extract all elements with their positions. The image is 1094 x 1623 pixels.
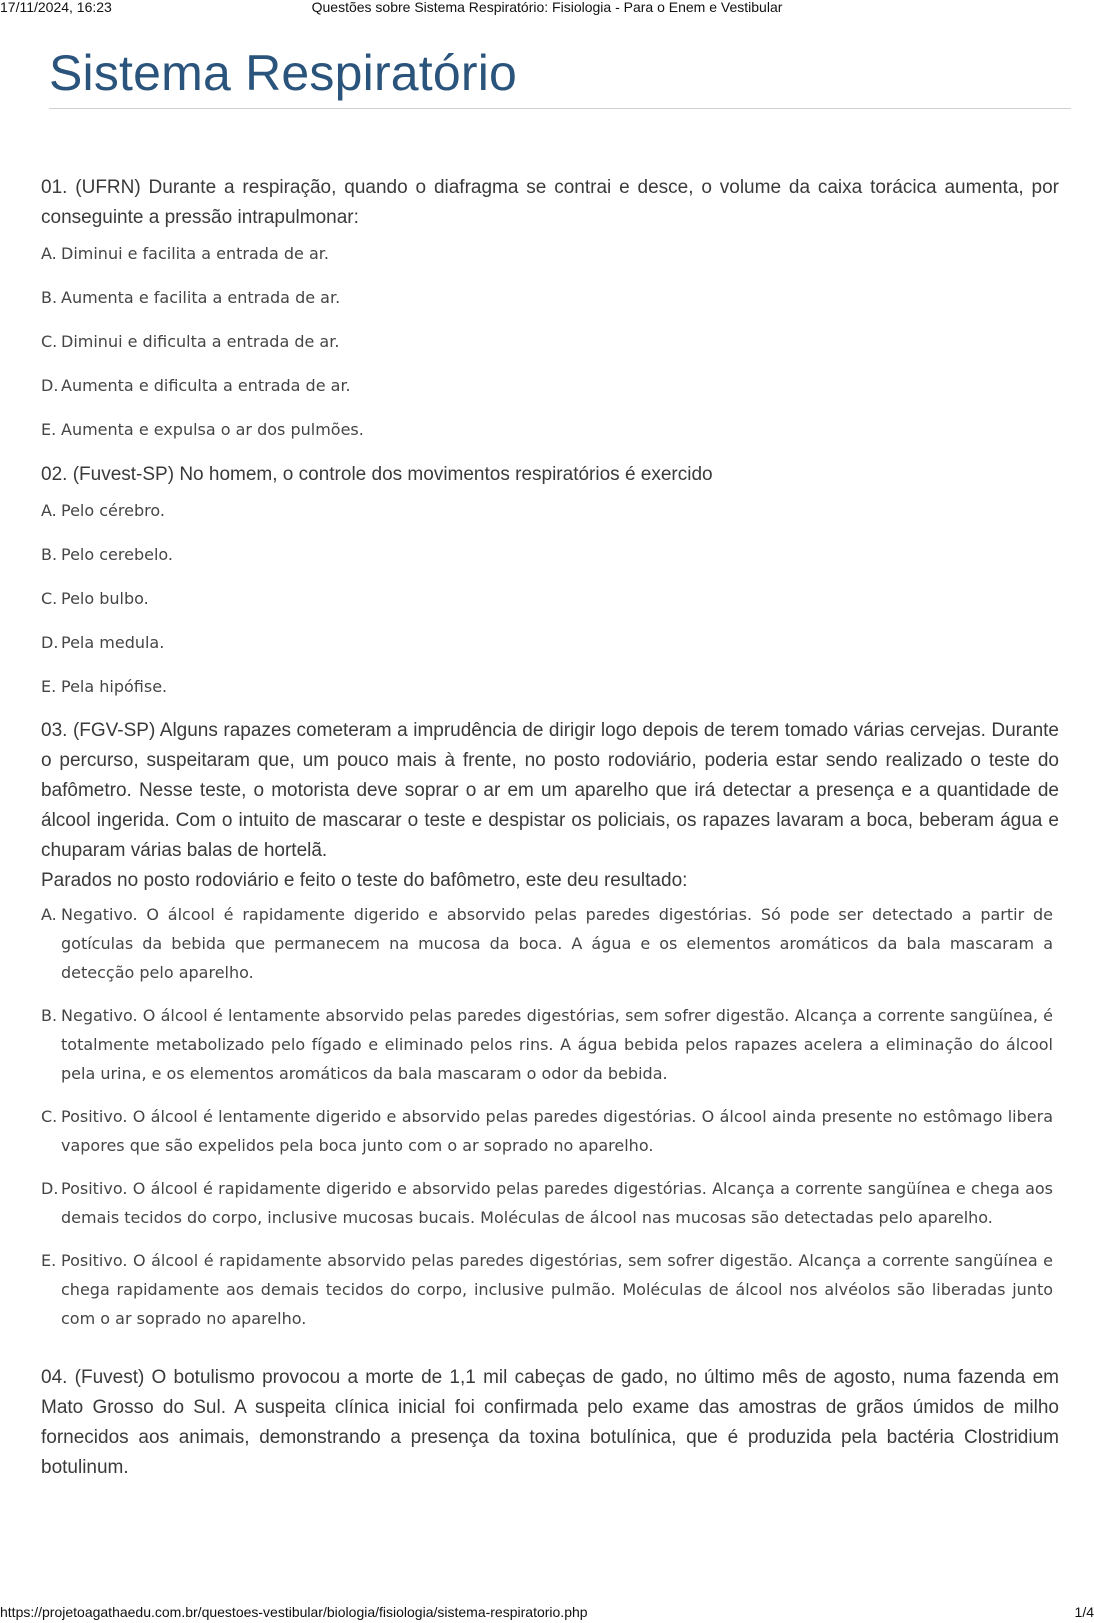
- option-b[interactable]: [41, 283, 1059, 312]
- option-text: Diminui e dificulta a entrada de ar.: [61, 332, 340, 351]
- option-text: Aumenta e expulsa o ar dos pulmões.: [61, 420, 364, 439]
- title-divider: [49, 108, 1071, 109]
- option-text: Negativo. O álcool é rapidamente digerido e absorvido pelas paredes digestórias. Só pode ser detectado a partir de gotículas da bebida que permanecem na mucosa da boca. A água e os elementos aromáticos da bala mascaram a detecção pelo aparelho.: [61, 905, 1053, 982]
- option-c[interactable]: [41, 327, 1059, 356]
- option-text: Positivo. O álcool é rapidamente absorvido pelas paredes digestórias, sem sofrer digestão. Alcança a corrente sangüínea e chega rapidamente aos demais tecidos do corpo, inclusive pulmão. Moléculas de álcool nos alvéolos são liberadas junto com o ar soprado no aparelho.: [61, 1251, 1053, 1328]
- print-datetime: 17/11/2024, 16:23: [0, 0, 112, 15]
- option-a[interactable]: [41, 900, 1059, 987]
- option-text: Positivo. O álcool é rapidamente digerido e absorvido pelas paredes digestórias. Alcança a corrente sangüínea e chega aos demais tecidos do corpo, inclusive mucosas bucais. Moléculas de álcool nas mucosas são detectadas pelo aparelho.: [61, 1179, 1053, 1227]
- option-letter: B.: [41, 1006, 58, 1025]
- option-text: Diminui e facilita a entrada de ar.: [61, 244, 329, 263]
- option-letter: D.: [41, 1179, 59, 1198]
- options-list: [41, 900, 1059, 1333]
- question-1: [41, 173, 1059, 444]
- option-text: Pelo cerebelo.: [61, 545, 173, 564]
- option-e[interactable]: [41, 415, 1059, 444]
- question-4: [41, 1363, 1059, 1483]
- option-e[interactable]: [41, 1246, 1059, 1333]
- question-text: 03. (FGV-SP) Alguns rapazes cometeram a imprudência de dirigir logo depois de terem tomado várias cervejas. Durante o percurso, suspeitaram que, um pouco mais à frente, no posto rodoviário, poderia estar sendo realizado o teste do bafômetro. Nesse teste, o motorista deve soprar o ar em um aparelho que irá detectar a presença e a quantidade de álcool ingerida. Com o intuito de mascarar o teste e despistar os policiais, os rapazes lavaram a boca, beberam água e chuparam várias balas de hortelã.: [41, 720, 1059, 861]
- option-letter: C.: [41, 589, 58, 608]
- option-letter: B.: [41, 288, 58, 307]
- options-list: [41, 496, 1059, 701]
- option-a[interactable]: [41, 239, 1059, 268]
- question-text: 04. (Fuvest) O botulismo provocou a morte de 1,1 mil cabeças de gado, no último mês de agosto, numa fazenda em Mato Grosso do Sul. A suspeita clínica inicial foi confirmada pelo exame das amostras de grãos úmidos de milho fornecidos aos animais, demonstrando a presença da toxina botulínica, que é produzida pela bactéria Clostridium botulinum.: [41, 1367, 1059, 1478]
- option-c[interactable]: [41, 1102, 1059, 1160]
- option-text: Pela hipófise.: [61, 677, 168, 696]
- question-2: [41, 460, 1059, 701]
- option-letter: A.: [41, 905, 57, 924]
- option-letter: C.: [41, 1107, 58, 1126]
- questions-content: [41, 173, 1059, 1496]
- question-prompt: Parados no posto rodoviário e feito o teste do bafômetro, este deu resultado:: [41, 870, 688, 891]
- question-text: 01. (UFRN) Durante a respiração, quando o diafragma se contrai e desce, o volume da caixa torácica aumenta, por conseguinte a pressão intrapulmonar:: [41, 177, 1059, 228]
- option-text: Negativo. O álcool é lentamente absorvido pelas paredes digestórias, sem sofrer digestão. Alcança a corrente sangüínea, é totalmente metabolizado pelo fígado e eliminado pelos rins. A água bebida pelos rapazes acelera a eliminação do álcool pela urina, e os elementos aromáticos da bala mascaram o odor da bebida.: [61, 1006, 1053, 1083]
- option-letter: E.: [41, 420, 57, 439]
- option-d[interactable]: [41, 628, 1059, 657]
- option-text: Aumenta e facilita a entrada de ar.: [61, 288, 341, 307]
- option-letter: A.: [41, 244, 57, 263]
- option-c[interactable]: [41, 584, 1059, 613]
- options-list: [41, 239, 1059, 444]
- option-text: Pela medula.: [61, 633, 165, 652]
- option-letter: D.: [41, 376, 59, 395]
- option-b[interactable]: [41, 540, 1059, 569]
- option-letter: C.: [41, 332, 58, 351]
- option-letter: E.: [41, 677, 57, 696]
- option-letter: A.: [41, 501, 57, 520]
- option-letter: B.: [41, 545, 58, 564]
- option-letter: D.: [41, 633, 59, 652]
- question-text: 02. (Fuvest-SP) No homem, o controle dos movimentos respiratórios é exercido: [41, 464, 713, 485]
- print-url: https://projetoagathaedu.com.br/questoes-vestibular/biologia/fisiologia/sistema-respiratorio.php: [0, 1604, 588, 1620]
- option-text: Positivo. O álcool é lentamente digerido e absorvido pelas paredes digestórias. O álcool ainda presente no estômago libera vapores que são expelidos pela boca junto com o ar soprado no aparelho.: [61, 1107, 1053, 1155]
- option-e[interactable]: [41, 672, 1059, 701]
- option-text: Pelo cérebro.: [61, 501, 165, 520]
- print-document-title: Questões sobre Sistema Respiratório: Fisiologia - Para o Enem e Vestibular: [311, 0, 783, 15]
- option-d[interactable]: [41, 1174, 1059, 1232]
- option-text: Pelo bulbo.: [61, 589, 149, 608]
- option-text: Aumenta e dificulta a entrada de ar.: [61, 376, 351, 395]
- question-3: [41, 716, 1059, 1333]
- print-header: [0, 0, 1094, 16]
- print-footer: [0, 1604, 1094, 1620]
- option-d[interactable]: [41, 371, 1059, 400]
- option-b[interactable]: [41, 1001, 1059, 1088]
- page-title: Sistema Respiratório: [49, 45, 518, 101]
- option-letter: E.: [41, 1251, 57, 1270]
- option-a[interactable]: [41, 496, 1059, 525]
- page-number: 1/4: [1074, 1604, 1094, 1620]
